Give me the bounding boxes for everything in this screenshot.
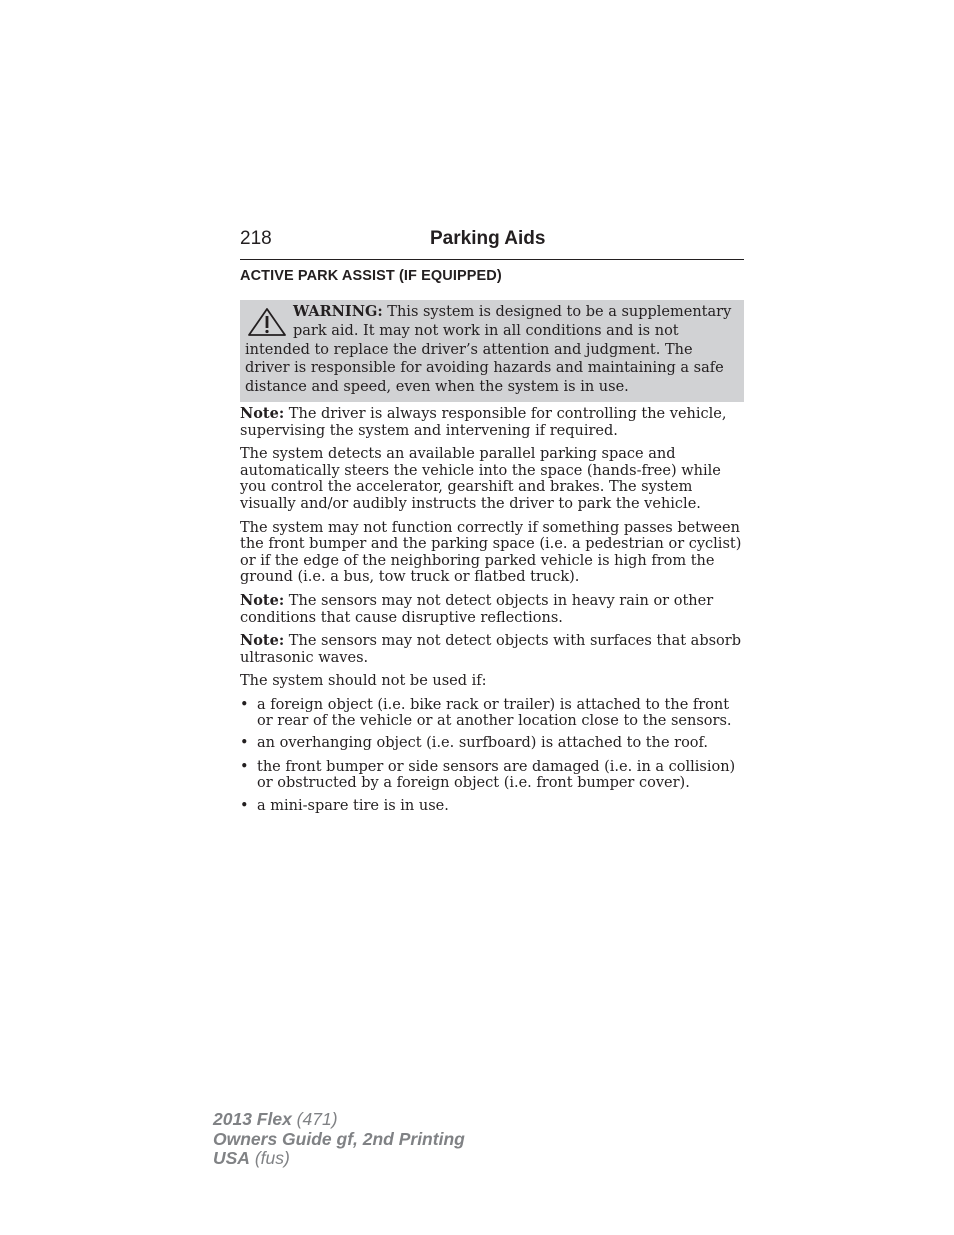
note-label: Note:	[240, 404, 285, 422]
body-paragraph: The system should not be used if:	[240, 673, 487, 690]
note-paragraph	[240, 406, 744, 439]
note-paragraph	[240, 633, 744, 666]
note-label: Note:	[240, 632, 285, 650]
footer-code: (471)	[291, 1109, 338, 1129]
chapter-title: Parking Aids	[430, 228, 546, 249]
note-text: The driver is always responsible for controlling the vehicle, supervising the system and intervening if required.	[240, 405, 727, 439]
bullet-icon: •	[240, 758, 249, 775]
list-item	[240, 697, 744, 730]
list-item	[240, 759, 744, 792]
bullet-icon: •	[240, 735, 249, 752]
page-number: 218	[240, 228, 272, 249]
list-item	[240, 798, 744, 815]
footer-region-code: (fus)	[249, 1148, 290, 1168]
footer-line	[213, 1149, 465, 1169]
note-text: The sensors may not detect objects with surfaces that absorb ultrasonic waves.	[240, 633, 741, 666]
bullet-list	[240, 697, 744, 815]
list-item-text: an overhanging object (i.e. surfboard) is attached to the roof.	[257, 735, 708, 752]
warning-text: This system is designed to be a supplementary park aid. It may not work in all conditions and is not intended to replace the driver’s attention and judgment. The driver is responsible for avoiding hazards and maintaining a safe distance and speed, even when the system is in use.	[245, 304, 732, 396]
warning-triangle-icon	[247, 307, 287, 337]
footer-line	[213, 1130, 465, 1150]
body-paragraph: The system may not function correctly if something passes between the front bumper and the parking space (i.e. a pedestrian or cyclist) or if the edge of the neighboring parked vehicle is high from the ground (i.e. a bus, tow truck or flatbed truck).	[240, 519, 742, 586]
list-item-text: a foreign object (i.e. bike rack or trailer) is attached to the front or rear of the vehicle or at another location close to the sensors.	[257, 696, 732, 730]
warning-box	[240, 300, 744, 402]
bullet-icon: •	[240, 797, 249, 814]
footer-region: USA	[213, 1148, 250, 1168]
page-content	[240, 228, 744, 814]
footer-guide: Owners Guide gf, 2nd Printing	[213, 1128, 465, 1149]
note-text: The sensors may not detect objects in heavy rain or other conditions that cause disruptive reflections.	[240, 592, 714, 626]
list-item	[240, 735, 744, 752]
body-paragraph: The system detects an available parallel parking space and automatically steers the vehicle into the space (hands-free) while you control the accelerator, gearshift and brakes. The system visually and/or audibly instructs the driver to park the vehicle.	[240, 446, 721, 512]
bullet-icon: •	[240, 696, 249, 713]
page-header	[240, 228, 744, 260]
list-item-text: a mini-spare tire is in use.	[257, 797, 449, 814]
note-label: Note:	[240, 591, 285, 609]
warning-label: WARNING:	[293, 303, 383, 320]
footer-line	[213, 1110, 465, 1130]
section-title: ACTIVE PARK ASSIST (IF EQUIPPED)	[240, 268, 502, 284]
footer-model: 2013 Flex	[213, 1109, 292, 1129]
print-footer	[213, 1110, 465, 1169]
list-item-text: the front bumper or side sensors are damaged (i.e. in a collision) or obstructed by a foreign object (i.e. front bumper cover).	[257, 758, 736, 792]
note-paragraph	[240, 593, 744, 626]
